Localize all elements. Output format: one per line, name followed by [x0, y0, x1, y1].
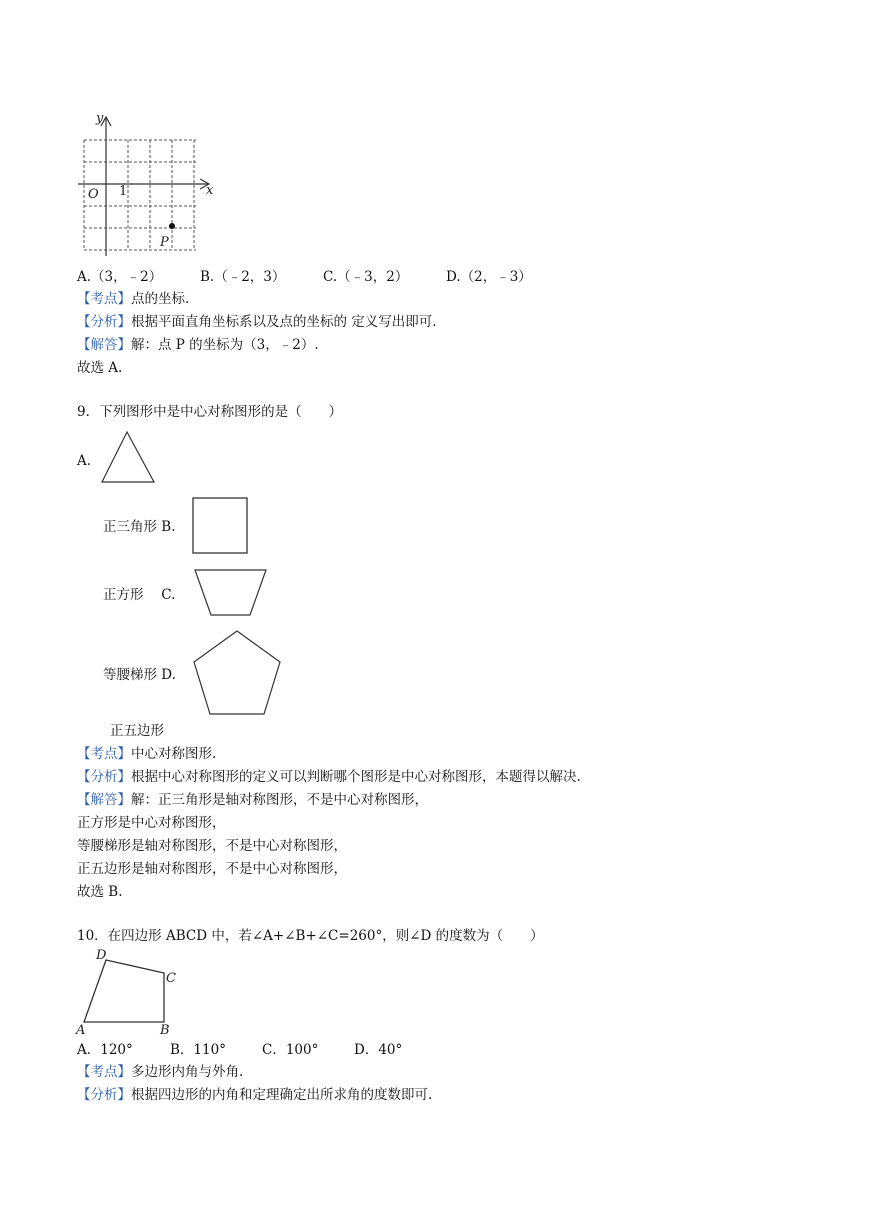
- q8-fenxi: [77, 313, 437, 331]
- vertex-label-d: D: [96, 948, 107, 963]
- vertex-label-c: C: [166, 971, 176, 986]
- vertex-label-a: A: [76, 1023, 86, 1038]
- q9-question: 9．下列图形中是中心对称图形的是（ ）: [77, 404, 343, 420]
- jieda-tag: 【解答】: [77, 337, 131, 353]
- q9-kaodian: [77, 745, 216, 763]
- q8-jieda: [77, 336, 319, 354]
- jieda-tag: 【解答】: [77, 792, 131, 808]
- q10-kaodian: [77, 1063, 243, 1081]
- point-p-label: P: [160, 235, 169, 250]
- regular-pentagon-figure: [192, 628, 284, 720]
- q10-option-a: A．120°: [77, 1042, 133, 1058]
- q9-caption-b-c: 正方形 C.: [103, 587, 176, 603]
- q8-option-c: C.（﹣3，2）: [323, 269, 409, 285]
- q8-option-d: D.（2，﹣3）: [446, 269, 532, 285]
- q9-fenxi: [77, 768, 581, 786]
- q10-option-c: C．100°: [262, 1042, 319, 1058]
- q8-option-a: A.（3，﹣2）: [77, 269, 163, 285]
- coordinate-grid-figure: [76, 108, 216, 253]
- quadrilateral-abcd-figure: [74, 946, 184, 1036]
- fenxi-tag: 【分析】: [77, 769, 131, 785]
- unit-label: 1: [119, 184, 128, 199]
- q9-caption-a-b: 正三角形 B.: [103, 519, 176, 535]
- square-figure: [192, 497, 250, 555]
- x-axis-label: x: [206, 183, 214, 198]
- q10-question: 10．在四边形 ABCD 中，若∠A+∠B+∠C=260°，则∠D 的度数为（ ）: [77, 928, 544, 944]
- fenxi-tag: 【分析】: [77, 1087, 131, 1103]
- vertex-label-b: B: [160, 1023, 170, 1038]
- q10-option-d: D．40°: [354, 1042, 403, 1058]
- fenxi-text: 根据四边形的内角和定理确定出所求角的度数即可.: [131, 1087, 433, 1103]
- kaodian-tag: 【考点】: [77, 746, 131, 762]
- kaodian-tag: 【考点】: [77, 1064, 131, 1080]
- kaodian-text: 点的坐标.: [131, 291, 190, 307]
- q9-jieda-line: 等腰梯形是轴对称图形，不是中心对称图形，: [77, 838, 347, 854]
- fenxi-text: 根据中心对称图形的定义可以判断哪个图形是中心对称图形，本题得以解决.: [131, 769, 581, 785]
- q9-option-a-letter: A.: [77, 453, 92, 469]
- kaodian-text: 多边形内角与外角.: [131, 1064, 244, 1080]
- origin-label: O: [88, 187, 99, 202]
- kaodian-text: 中心对称图形.: [131, 746, 217, 762]
- fenxi-text: 根据平面直角坐标系以及点的坐标的 定义写出即可.: [131, 314, 437, 330]
- point-p: [169, 223, 175, 229]
- q10-option-b: B．110°: [170, 1042, 226, 1058]
- q10-fenxi: [77, 1086, 432, 1104]
- q8-kaodian: [77, 290, 189, 308]
- q9-jieda-line: 正五边形是轴对称图形，不是中心对称图形，: [77, 861, 347, 877]
- jieda-text: 解：点 P 的坐标为（3，﹣2）.: [131, 337, 319, 353]
- q9-caption-d: 正五边形: [110, 723, 164, 739]
- q9-jieda-line: 正方形是中心对称图形，: [77, 815, 226, 831]
- q8-option-b: B.（﹣2，3）: [200, 269, 286, 285]
- q9-conclusion: 故选 B.: [77, 884, 123, 900]
- y-axis-label: y: [96, 111, 104, 126]
- fenxi-tag: 【分析】: [77, 314, 131, 330]
- q8-conclusion: 故选 A.: [77, 360, 123, 376]
- q9-jieda: [77, 791, 428, 809]
- isosceles-trapezoid-figure: [194, 568, 270, 618]
- equilateral-triangle-figure: [100, 430, 160, 486]
- kaodian-tag: 【考点】: [77, 291, 131, 307]
- jieda-text: 解：正三角形是轴对称图形，不是中心对称图形，: [131, 792, 428, 808]
- q9-caption-c-d: 等腰梯形 D.: [103, 667, 176, 683]
